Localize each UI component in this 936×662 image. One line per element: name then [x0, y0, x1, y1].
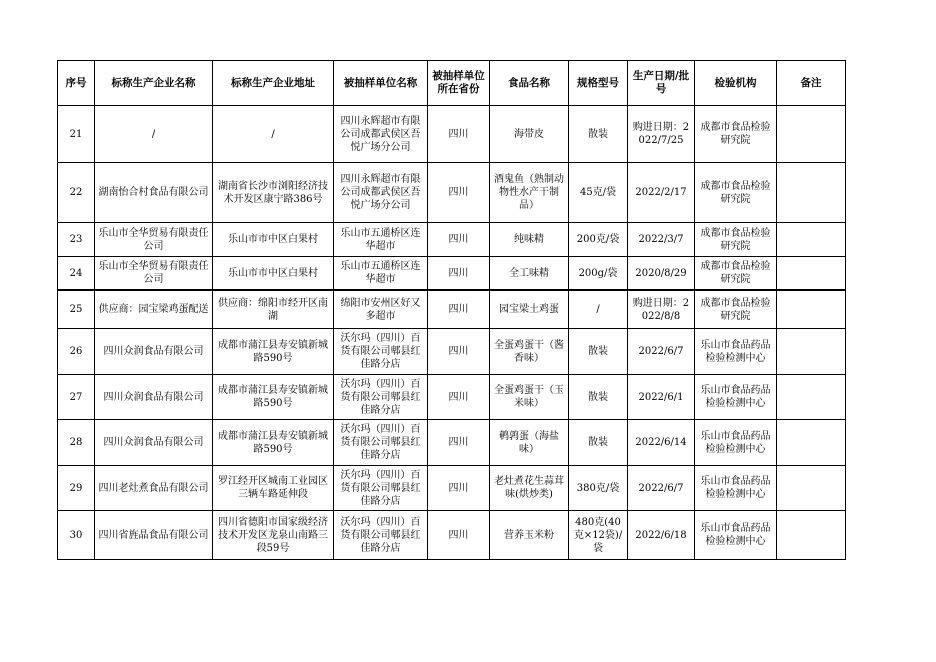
- header-date: 生产日期/批号: [628, 61, 695, 106]
- cell-spec: 散装: [569, 375, 628, 420]
- cell-inspector: 成都市食品检验研究院: [695, 223, 777, 257]
- cell-sampled-unit: 乐山市五通桥区连华超市: [334, 223, 428, 257]
- cell-address: 乐山市市中区白果村: [213, 257, 334, 291]
- cell-address: /: [213, 106, 334, 163]
- cell-spec: 45克/袋: [569, 163, 628, 223]
- cell-address: 湖南省长沙市浏阳经济技术开发区康宁路386号: [213, 163, 334, 223]
- cell-note: [777, 329, 846, 375]
- cell-inspector: 成都市食品检验研究院: [695, 257, 777, 291]
- cell-province: 四川: [428, 163, 490, 223]
- cell-food: 全蛋鸡蛋干（酱香味）: [490, 329, 569, 375]
- cell-note: [777, 290, 846, 329]
- cell-address: 四川省德阳市国家级经济技术开发区龙泉山南路三段59号: [213, 511, 334, 560]
- cell-seq: 22: [58, 163, 95, 223]
- cell-spec: 散装: [569, 329, 628, 375]
- table-row: [58, 420, 846, 466]
- cell-address: 乐山市市中区白果村: [213, 223, 334, 257]
- cell-date: 2022/6/7: [628, 329, 695, 375]
- header-company: 标称生产企业名称: [95, 61, 213, 106]
- cell-address: 成都市蒲江县寿安镇新城路590号: [213, 329, 334, 375]
- cell-company: 湖南怡合村食品有限公司: [95, 163, 213, 223]
- cell-spec: 200克/袋: [569, 223, 628, 257]
- cell-inspector: 乐山市食品药品检验检测中心: [695, 329, 777, 375]
- cell-company: 四川众润食品有限公司: [95, 329, 213, 375]
- header-inspector: 检验机构: [695, 61, 777, 106]
- header-spec: 规格型号: [569, 61, 628, 106]
- cell-province: 四川: [428, 511, 490, 560]
- header-province: 被抽样单位所在省份: [428, 61, 490, 106]
- cell-note: [777, 223, 846, 257]
- cell-seq: 27: [58, 375, 95, 420]
- cell-note: [777, 466, 846, 511]
- cell-province: 四川: [428, 466, 490, 511]
- cell-spec: 散装: [569, 106, 628, 163]
- cell-food: 纯味精: [490, 223, 569, 257]
- cell-province: 四川: [428, 223, 490, 257]
- cell-inspector: 成都市食品检验研究院: [695, 106, 777, 163]
- cell-sampled-unit: 绵阳市安州区好又多超市: [334, 290, 428, 329]
- cell-sampled-unit: 沃尔玛（四川）百货有限公司郫县红佳路分店: [334, 466, 428, 511]
- cell-sampled-unit: 沃尔玛（四川）百货有限公司郫县红佳路分店: [334, 375, 428, 420]
- cell-food: 全工味精: [490, 257, 569, 291]
- cell-company: 四川老灶煮食品有限公司: [95, 466, 213, 511]
- sampling-results-table: [57, 60, 846, 560]
- cell-address: 罗江经开区城南工业园区三辆车路延伸段: [213, 466, 334, 511]
- cell-province: 四川: [428, 420, 490, 466]
- cell-spec: 480克(40克×12袋)/袋: [569, 511, 628, 560]
- table-row: [58, 106, 846, 163]
- cell-spec: 200g/袋: [569, 257, 628, 291]
- header-row: [58, 61, 846, 106]
- table-row: [58, 257, 846, 291]
- cell-company: 乐山市全华贸易有限责任公司: [95, 223, 213, 257]
- cell-address: 成都市蒲江县寿安镇新城路590号: [213, 420, 334, 466]
- cell-food: 酒鬼鱼（熟制动物性水产干制品）: [490, 163, 569, 223]
- cell-province: 四川: [428, 257, 490, 291]
- cell-province: 四川: [428, 106, 490, 163]
- cell-inspector: 成都市食品检验研究院: [695, 163, 777, 223]
- cell-food: 全蛋鸡蛋干（玉米味）: [490, 375, 569, 420]
- cell-inspector: 乐山市食品药品检验检测中心: [695, 375, 777, 420]
- cell-company: 四川众润食品有限公司: [95, 375, 213, 420]
- table-row: [58, 375, 846, 420]
- cell-seq: 29: [58, 466, 95, 511]
- cell-inspector: 乐山市食品药品检验检测中心: [695, 420, 777, 466]
- cell-sampled-unit: 沃尔玛（四川）百货有限公司郫县红佳路分店: [334, 420, 428, 466]
- cell-company: 四川众润食品有限公司: [95, 420, 213, 466]
- cell-sampled-unit: 沃尔玛（四川）百货有限公司郫县红佳路分店: [334, 511, 428, 560]
- cell-date: 购进日期：2022/8/8: [628, 290, 695, 329]
- sampling-results-sheet: [57, 60, 846, 560]
- cell-food: 海带皮: [490, 106, 569, 163]
- cell-food: 鹌鹑蛋（海盐味）: [490, 420, 569, 466]
- cell-spec: /: [569, 290, 628, 329]
- cell-date: 2022/6/1: [628, 375, 695, 420]
- cell-note: [777, 257, 846, 291]
- cell-inspector: 成都市食品检验研究院: [695, 290, 777, 329]
- cell-date: 2022/6/7: [628, 466, 695, 511]
- cell-note: [777, 106, 846, 163]
- cell-sampled-unit: 沃尔玛（四川）百货有限公司郫县红佳路分店: [334, 329, 428, 375]
- cell-sampled-unit: 四川永辉超市有限公司成都武侯区吾悦广场分公司: [334, 163, 428, 223]
- cell-spec: 380克/袋: [569, 466, 628, 511]
- cell-seq: 30: [58, 511, 95, 560]
- cell-date: 2022/2/17: [628, 163, 695, 223]
- cell-sampled-unit: 四川永辉超市有限公司成都武侯区吾悦广场分公司: [334, 106, 428, 163]
- table-row: [58, 223, 846, 257]
- cell-seq: 28: [58, 420, 95, 466]
- cell-date: 2020/8/29: [628, 257, 695, 291]
- cell-province: 四川: [428, 329, 490, 375]
- cell-date: 2022/6/18: [628, 511, 695, 560]
- table-row: [58, 329, 846, 375]
- cell-note: [777, 420, 846, 466]
- cell-seq: 26: [58, 329, 95, 375]
- cell-spec: 散装: [569, 420, 628, 466]
- header-address: 标称生产企业地址: [213, 61, 334, 106]
- cell-sampled-unit: 乐山市五通桥区连华超市: [334, 257, 428, 291]
- table-row: [58, 511, 846, 560]
- cell-note: [777, 511, 846, 560]
- cell-province: 四川: [428, 290, 490, 329]
- cell-date: 2022/3/7: [628, 223, 695, 257]
- cell-company: 供应商：园宝梁鸡蛋配送: [95, 290, 213, 329]
- header-food: 食品名称: [490, 61, 569, 106]
- cell-date: 购进日期：2022/7/25: [628, 106, 695, 163]
- cell-inspector: 乐山市食品药品检验检测中心: [695, 466, 777, 511]
- cell-company: /: [95, 106, 213, 163]
- cell-seq: 25: [58, 290, 95, 329]
- cell-food: 老灶煮花生蒜茸味(烘炒类): [490, 466, 569, 511]
- cell-seq: 21: [58, 106, 95, 163]
- header-seq: 序号: [58, 61, 95, 106]
- cell-seq: 24: [58, 257, 95, 291]
- cell-food: 营养玉米粉: [490, 511, 569, 560]
- cell-note: [777, 375, 846, 420]
- table-row: [58, 466, 846, 511]
- cell-province: 四川: [428, 375, 490, 420]
- cell-company: 乐山市全华贸易有限责任公司: [95, 257, 213, 291]
- cell-inspector: 乐山市食品药品检验检测中心: [695, 511, 777, 560]
- table-row: [58, 163, 846, 223]
- cell-date: 2022/6/14: [628, 420, 695, 466]
- table-row: [58, 290, 846, 329]
- header-note: 备注: [777, 61, 846, 106]
- cell-seq: 23: [58, 223, 95, 257]
- cell-address: 供应商：绵阳市经开区南湖: [213, 290, 334, 329]
- cell-note: [777, 163, 846, 223]
- header-sampled-unit: 被抽样单位名称: [334, 61, 428, 106]
- cell-company: 四川省旌晶食品有限公司: [95, 511, 213, 560]
- cell-food: 园宝梁土鸡蛋: [490, 290, 569, 329]
- cell-address: 成都市蒲江县寿安镇新城路590号: [213, 375, 334, 420]
